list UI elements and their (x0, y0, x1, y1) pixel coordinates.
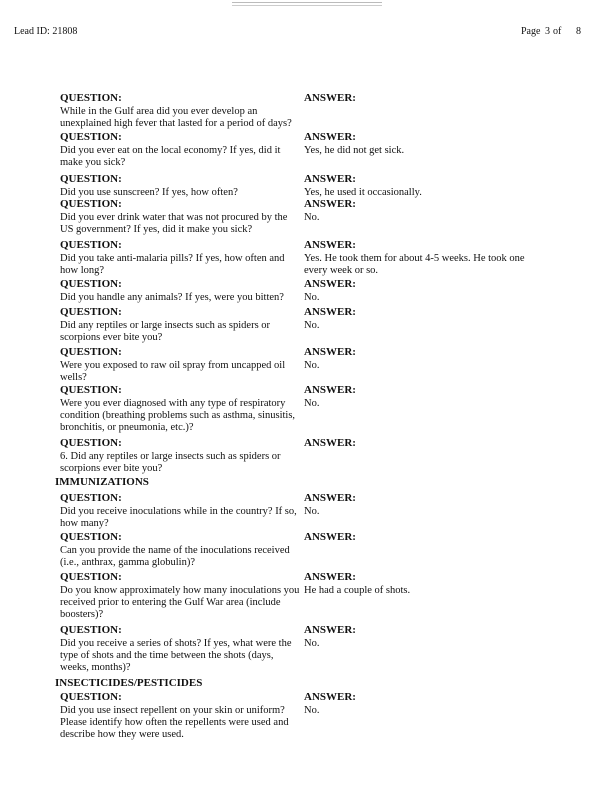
question-label: QUESTION: (60, 131, 122, 143)
answer-label: ANSWER: (304, 198, 356, 210)
answer-text: No. (304, 506, 320, 517)
page-label: Page (521, 26, 541, 37)
answer-label: ANSWER: (304, 571, 356, 583)
question-label: QUESTION: (60, 239, 122, 251)
question-label: QUESTION: (60, 306, 122, 318)
answer-label: ANSWER: (304, 278, 356, 290)
question-label: QUESTION: (60, 92, 122, 104)
answer-text: No. (304, 320, 320, 331)
answer-label: ANSWER: (304, 384, 356, 396)
question-text: condition (breathing problems such as asthma, sinusitis, (60, 410, 296, 421)
question-text: how many? (60, 518, 109, 529)
answer-text: No. (304, 212, 320, 223)
answer-text: No. (304, 292, 320, 303)
question-text: While in the Gulf area did you ever develop an (60, 106, 258, 117)
answer-label: ANSWER: (304, 239, 356, 251)
question-text: make you sick? (60, 157, 126, 168)
answer-label: ANSWER: (304, 437, 356, 449)
lead-id: Lead ID: 21808 (14, 26, 78, 37)
question-text: unexplained high fever that lasted for a period of days? (60, 118, 292, 129)
question-text: US government? If yes, did it make you sick? (60, 224, 253, 235)
question-text: Did you receive a series of shots? If yes, what were the (60, 638, 292, 649)
question-text: describe how they were used. (60, 729, 184, 740)
page-total: 8 (576, 26, 581, 37)
question-text: received prior to entering the Gulf War area (include (60, 597, 281, 608)
question-text: Did you take anti-malaria pills? If yes, how often and (60, 253, 285, 264)
answer-label: ANSWER: (304, 531, 356, 543)
question-label: QUESTION: (60, 531, 122, 543)
question-text: Did you ever eat on the local economy? If yes, did it (60, 145, 281, 156)
scan-artifact-line (232, 5, 382, 6)
answer-label: ANSWER: (304, 346, 356, 358)
answer-text: No. (304, 705, 320, 716)
question-text: Please identify how often the repellents were used and (60, 717, 289, 728)
question-label: QUESTION: (60, 492, 122, 504)
answer-label: ANSWER: (304, 173, 356, 185)
page-number: 3 (545, 26, 550, 37)
question-text: boosters)? (60, 609, 104, 620)
question-text: Can you provide the name of the inoculations received (60, 545, 290, 556)
question-label: QUESTION: (60, 437, 122, 449)
answer-text: He had a couple of shots. (304, 585, 411, 596)
answer-label: ANSWER: (304, 624, 356, 636)
question-label: QUESTION: (60, 571, 122, 583)
question-text: Were you ever diagnosed with any type of respiratory (60, 398, 286, 409)
question-text: Did any reptiles or large insects such as spiders or (60, 320, 271, 331)
answer-text: No. (304, 638, 320, 649)
answer-text: Yes, he did not get sick. (304, 145, 405, 156)
question-label: QUESTION: (60, 691, 122, 703)
question-label: QUESTION: (60, 173, 122, 185)
page-of: of (553, 26, 562, 37)
answer-text: every week or so. (304, 265, 379, 276)
question-text: (i.e., anthrax, gamma globulin)? (60, 557, 195, 568)
answer-label: ANSWER: (304, 306, 356, 318)
section-heading-immunizations: IMMUNIZATIONS (55, 476, 149, 488)
question-text: scorpions ever bite you? (60, 332, 163, 343)
scan-artifact-line (232, 2, 382, 3)
question-label: QUESTION: (60, 198, 122, 210)
answer-label: ANSWER: (304, 131, 356, 143)
answer-label: ANSWER: (304, 492, 356, 504)
question-text: Were you exposed to raw oil spray from uncapped oil (60, 360, 286, 371)
question-text: weeks, months)? (60, 662, 131, 673)
question-text: Did you handle any animals? If yes, were you bitten? (60, 292, 284, 303)
answer-text: Yes, he used it occasionally. (304, 187, 422, 198)
question-text: type of shots and the time between the shots (days, (60, 650, 274, 661)
question-label: QUESTION: (60, 346, 122, 358)
section-heading-insecticides: INSECTICIDES/PESTICIDES (55, 677, 203, 689)
question-text: Did you use insect repellent on your skin or uniform? (60, 705, 285, 716)
question-label: QUESTION: (60, 384, 122, 396)
answer-label: ANSWER: (304, 691, 356, 703)
answer-text: No. (304, 360, 320, 371)
question-text: bronchitis, or pneumonia, etc.)? (60, 422, 194, 433)
answer-label: ANSWER: (304, 92, 356, 104)
question-label: QUESTION: (60, 624, 122, 636)
question-text: Do you know approximately how many inoculations you (60, 585, 300, 596)
question-text: wells? (60, 372, 87, 383)
question-text: Did you ever drink water that was not procured by the (60, 212, 288, 223)
question-text: scorpions ever bite you? (60, 463, 163, 474)
question-text: Did you use sunscreen? If yes, how often? (60, 187, 238, 198)
answer-text: No. (304, 398, 320, 409)
question-text: Did you receive inoculations while in the country? If so, (60, 506, 297, 517)
question-text: how long? (60, 265, 105, 276)
question-text: 6. Did any reptiles or large insects such as spiders or (60, 451, 281, 462)
question-label: QUESTION: (60, 278, 122, 290)
answer-text: Yes. He took them for about 4-5 weeks. He took one (304, 253, 525, 264)
